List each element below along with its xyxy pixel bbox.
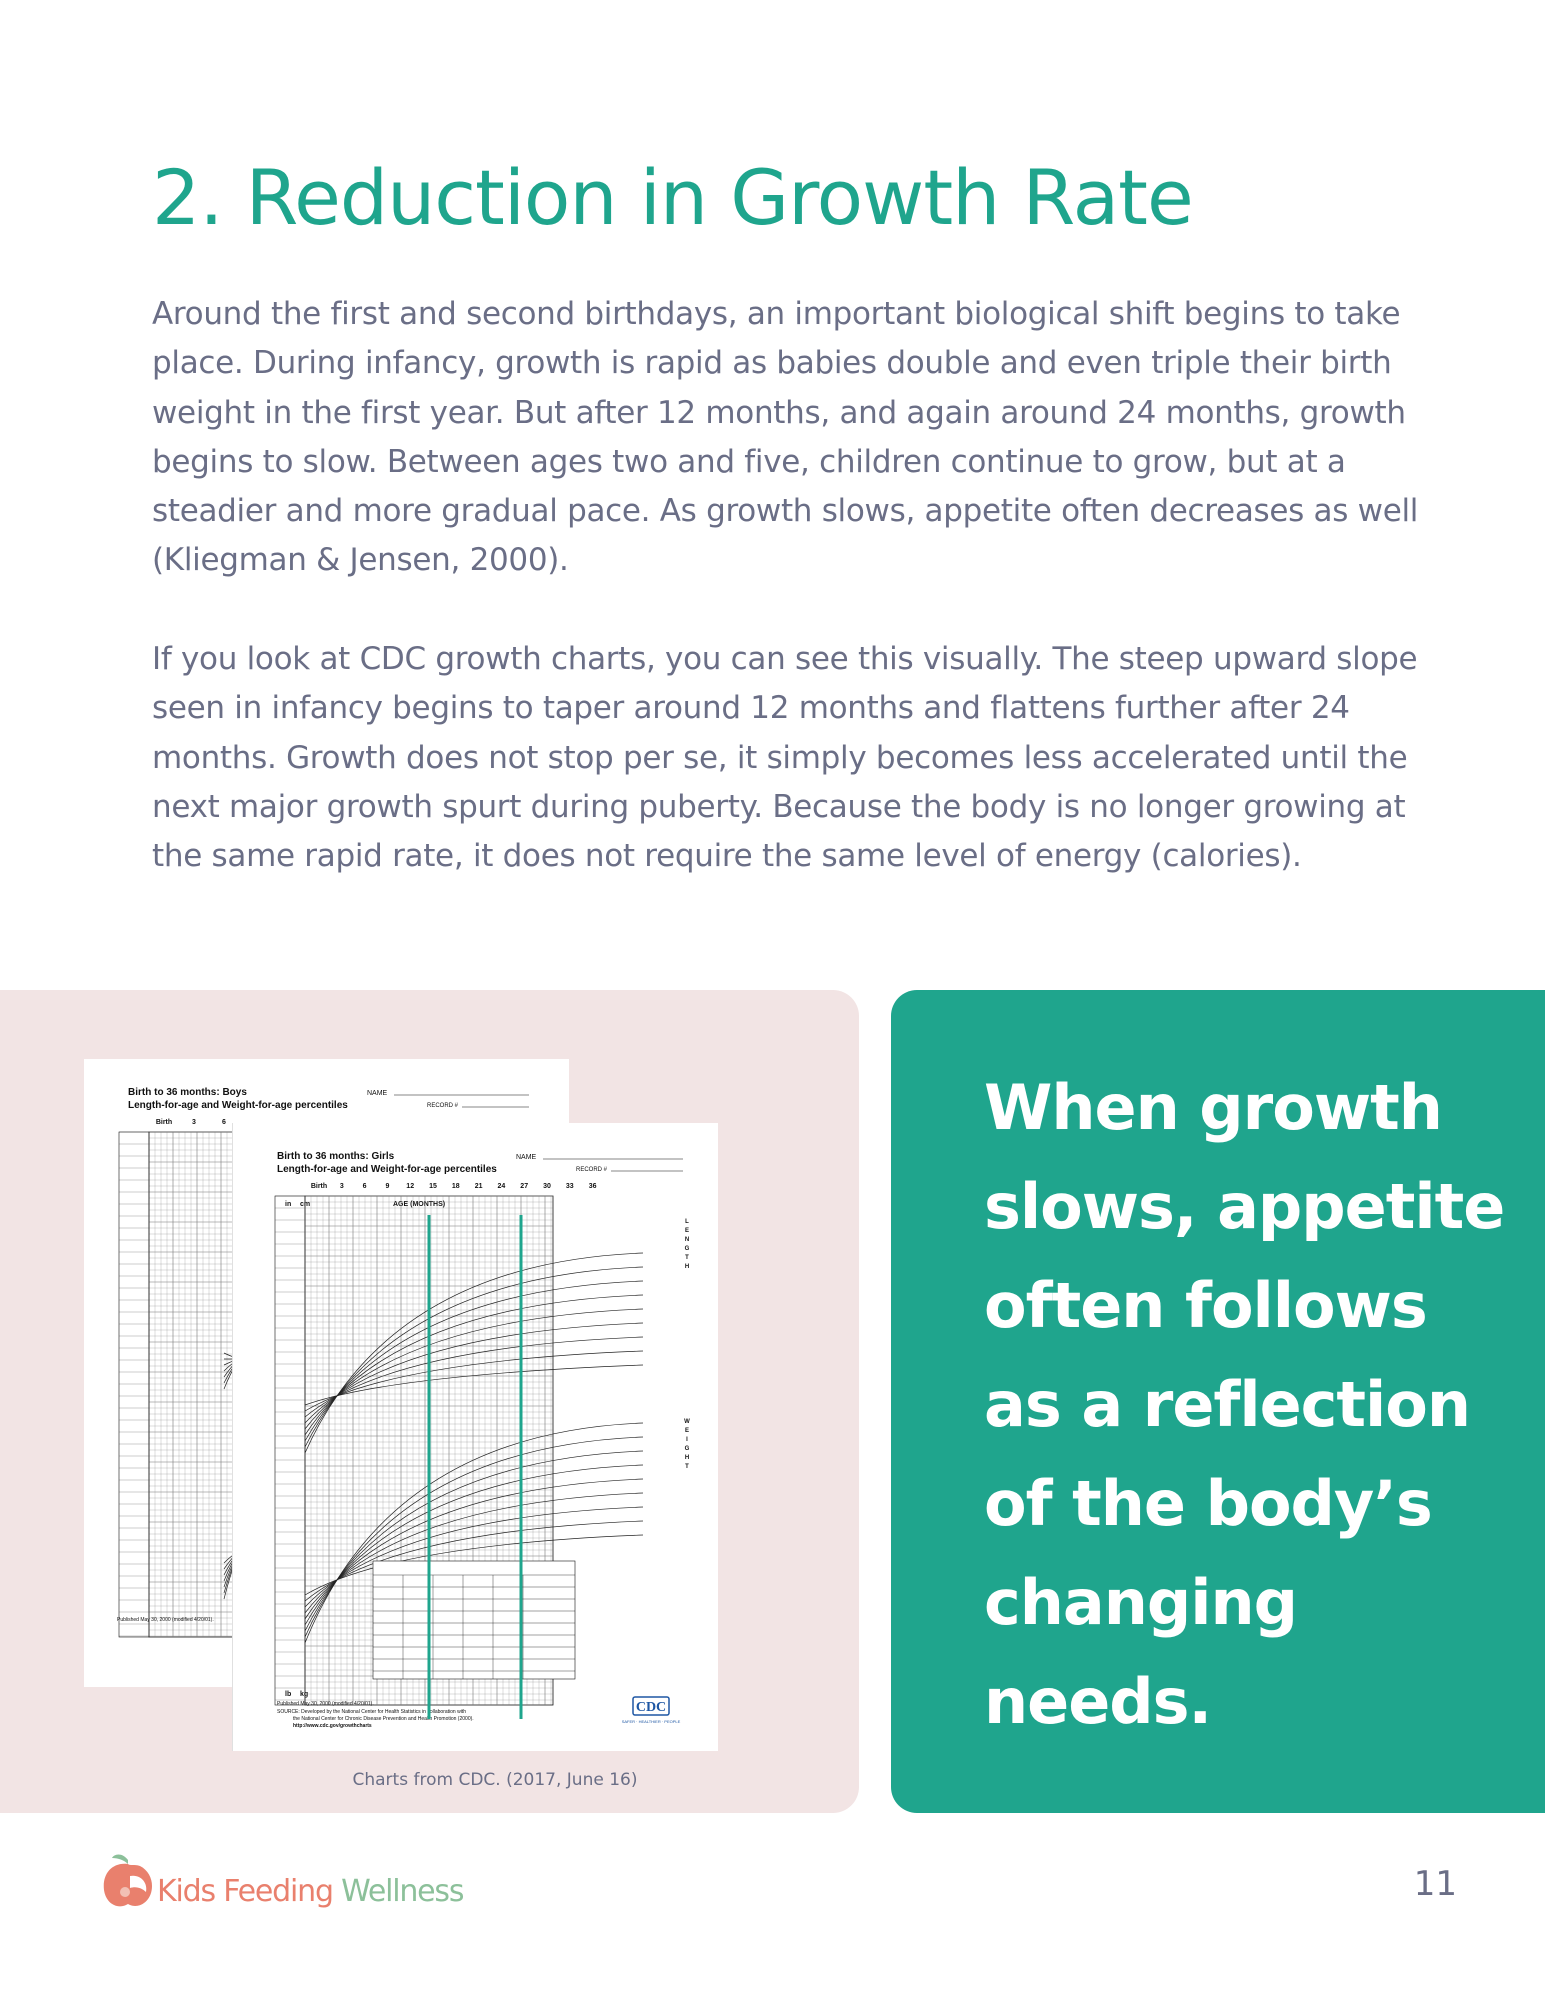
girls-record-table bbox=[373, 1561, 575, 1679]
brand-name-part2: Wellness bbox=[341, 1874, 464, 1909]
page-title: 2. Reduction in Growth Rate bbox=[152, 153, 1193, 242]
girls-age-7: 21 bbox=[474, 1183, 483, 1190]
girls-length-curve-2 bbox=[305, 1281, 643, 1441]
boys-age-0: Birth bbox=[155, 1119, 173, 1126]
cdc-tagline: SAFER · HEALTHIER · PEOPLE bbox=[621, 1719, 681, 1724]
girls-age-1: 3 bbox=[339, 1183, 344, 1190]
kids-feeding-wellness-logo-icon bbox=[100, 1852, 156, 1912]
girls-length-curve-0 bbox=[305, 1253, 643, 1453]
girls-name-label: NAME bbox=[516, 1154, 537, 1161]
girls-url: http://www.cdc.gov/growthcharts bbox=[293, 1723, 372, 1729]
girls-age-11: 33 bbox=[565, 1183, 574, 1190]
girls-side-length-letter: H bbox=[684, 1264, 690, 1270]
girls-age-axis-label: AGE (MONTHS) bbox=[393, 1201, 446, 1208]
girls-length-curve-8 bbox=[305, 1365, 643, 1405]
girls-age-5: 15 bbox=[429, 1183, 437, 1190]
boys-chart-title: Birth to 36 months: Boys bbox=[128, 1087, 247, 1098]
grid-scale-column bbox=[119, 1132, 149, 1637]
girls-length-curve-4 bbox=[305, 1309, 643, 1429]
girls-side-weight-letter: I bbox=[686, 1437, 688, 1443]
girls-age-9: 27 bbox=[520, 1183, 529, 1190]
girls-age-12: 36 bbox=[588, 1183, 597, 1190]
girls-side-length-letter: L bbox=[685, 1219, 689, 1225]
girls-source-note-2: the National Center for Chronic Disease Prevention and Health Promotion (2000). bbox=[293, 1716, 474, 1722]
boys-published-note: Published May 30, 2000 (modified 4/20/01). bbox=[117, 1617, 214, 1623]
girls-unit-lb: lb bbox=[285, 1691, 292, 1698]
girls-side-labels bbox=[684, 1219, 690, 1470]
girls-side-weight-letter: T bbox=[685, 1464, 689, 1470]
girls-age-2: 6 bbox=[362, 1183, 367, 1190]
girls-side-weight-letter: W bbox=[684, 1419, 690, 1425]
girls-source-note: SOURCE: Developed by the National Center for Health Statistics in collaboration with bbox=[277, 1709, 466, 1715]
pull-quote-panel bbox=[891, 990, 1545, 1813]
girls-age-3: 9 bbox=[385, 1183, 390, 1190]
boys-record-label: RECORD # bbox=[427, 1103, 459, 1109]
girls-unit-cm: cm bbox=[300, 1201, 311, 1208]
girls-unit-in: in bbox=[285, 1201, 292, 1208]
girls-age-labels bbox=[311, 1183, 597, 1190]
girls-unit-kg: kg bbox=[300, 1691, 309, 1698]
girls-chart-title: Birth to 36 months: Girls bbox=[277, 1151, 395, 1162]
girls-length-curve-5 bbox=[305, 1323, 643, 1423]
girls-record-label: RECORD # bbox=[576, 1167, 608, 1173]
grid-scale-column bbox=[275, 1196, 305, 1705]
paragraph-growth-shift: Around the first and second birthdays, an important biological shift begins to take place. During infancy, growth is rapid as babies double and even triple their birth weight in the first year. But after 12 months, and again around 24 months, growth begins to slow. Between ages two and five, children continue to grow, but at a steadier and more gradual pace. As growth slows, appetite often decreases as well (Kliegman & Jensen, 2000). bbox=[152, 296, 1419, 579]
girls-side-weight-letter: H bbox=[684, 1455, 690, 1461]
girls-side-length-letter: T bbox=[685, 1255, 689, 1261]
girls-age-6: 18 bbox=[451, 1183, 460, 1190]
girls-side-weight-letter: G bbox=[684, 1446, 690, 1452]
growth-charts-panel bbox=[0, 990, 859, 1813]
boys-age-labels bbox=[156, 1119, 226, 1126]
girls-age-4: 12 bbox=[406, 1183, 415, 1190]
girls-side-weight-letter: E bbox=[684, 1428, 690, 1434]
girls-chart-subtitle: Length-for-age and Weight-for-age percentiles bbox=[277, 1164, 497, 1175]
boys-age-2: 6 bbox=[222, 1119, 226, 1126]
boys-age-1: 3 bbox=[192, 1119, 196, 1126]
girls-growth-chart bbox=[233, 1123, 718, 1751]
girls-age-10: 30 bbox=[543, 1183, 551, 1190]
girls-age-8: 24 bbox=[497, 1183, 506, 1190]
pull-quote: When growth slows, appetite often follows as a reflection of the body’s changing needs. bbox=[984, 1071, 1505, 1738]
girls-published-note: Published May 30, 2000 (modified 4/20/01). bbox=[277, 1701, 374, 1707]
brand-name-part1: Kids Feeding bbox=[157, 1874, 342, 1909]
girls-side-length-letter: N bbox=[684, 1237, 690, 1243]
girls-chart-graphic bbox=[233, 1123, 718, 1751]
boys-name-label: NAME bbox=[367, 1090, 388, 1097]
boys-chart-subtitle: Length-for-age and Weight-for-age percentiles bbox=[128, 1100, 348, 1111]
girls-side-length-letter: E bbox=[684, 1228, 690, 1234]
chart-caption: Charts from CDC. (2017, June 16) bbox=[352, 1770, 638, 1790]
brand-name bbox=[157, 1874, 463, 1910]
girls-length-curve-1 bbox=[305, 1267, 643, 1447]
girls-side-length-letter: G bbox=[684, 1246, 690, 1252]
page-number: 11 bbox=[1413, 1864, 1457, 1904]
paragraph-cdc-charts: If you look at CDC growth charts, you can see this visually. The steep upward slope seen in infancy begins to taper around 12 months and flattens further after 24 months. Growth does not stop per se, it simply becomes less accelerated until the next major growth spurt during puberty. Because the body is no longer growing at the same rapid rate, it does not require the same level of energy (calories). bbox=[152, 641, 1418, 875]
cdc-logo-text: CDC bbox=[635, 1700, 667, 1715]
girls-age-0: Birth bbox=[310, 1183, 328, 1190]
girls-length-curve-7 bbox=[305, 1351, 643, 1411]
